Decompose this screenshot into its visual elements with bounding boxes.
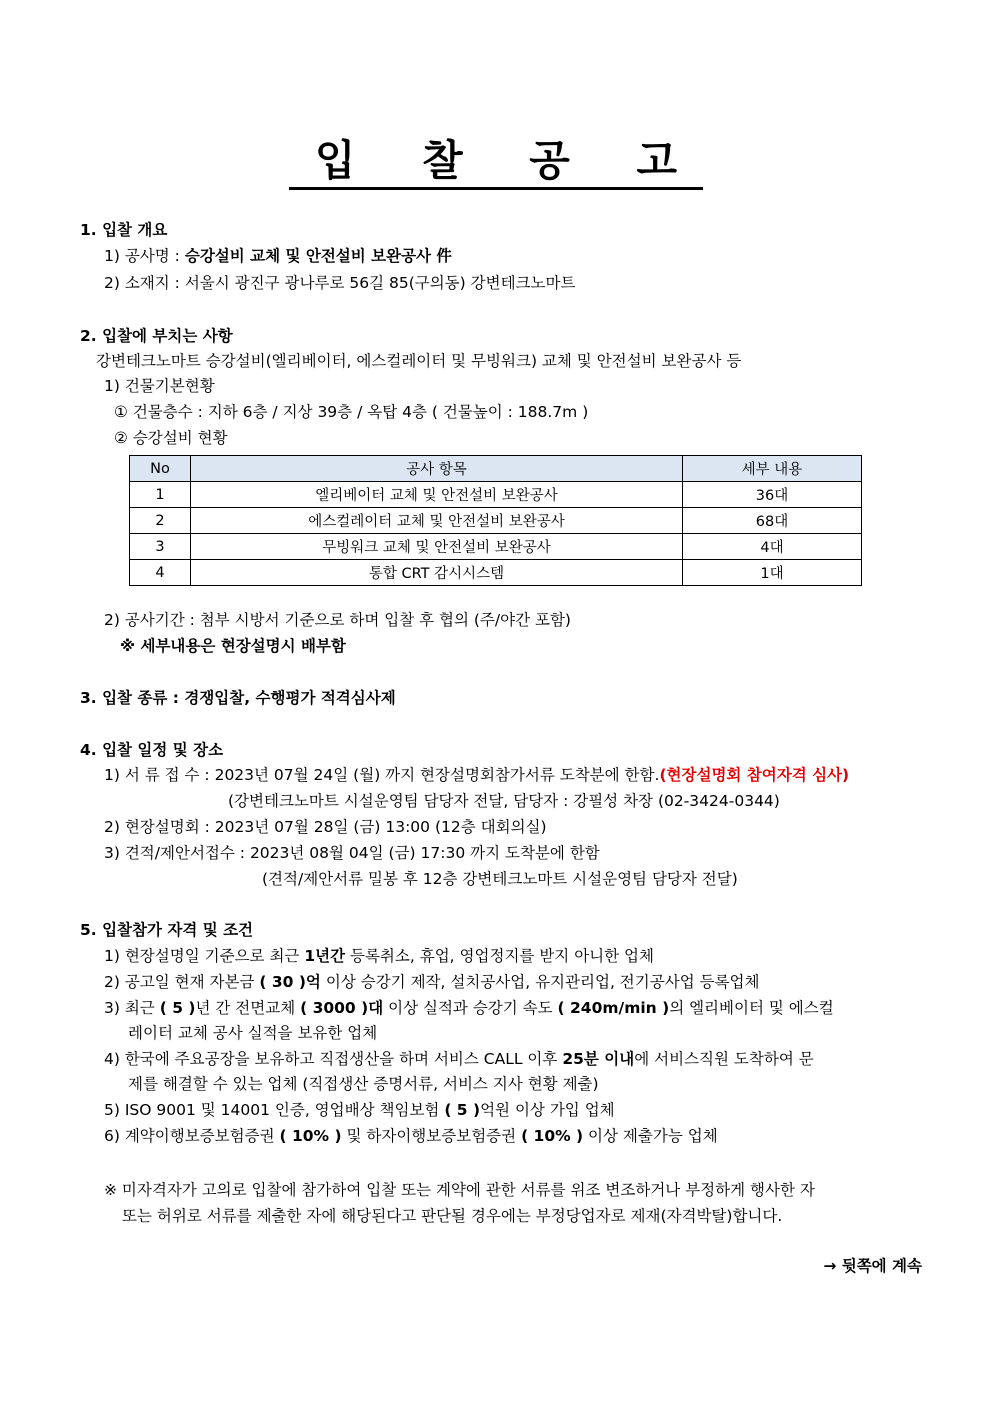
page-title: 입 찰 공 고 — [0, 135, 992, 190]
equipment-status-heading: ② 승강설비 현황 — [114, 429, 228, 447]
disqualification-warning-cont: 또는 허위로 서류를 제출한 자에 해당된다고 판단될 경우에는 부정당업자로 제재(자격박탈)합니다. — [122, 1207, 783, 1225]
section-4-heading: 4. 입찰 일정 및 장소 — [80, 741, 224, 759]
section-5-heading: 5. 입찰참가 자격 및 조건 — [80, 921, 254, 939]
document-submission-text: 1) 서 류 접 수 : 2023년 07월 24일 (월) 까지 현장설명회참가서류 도착분에 한함. — [104, 766, 660, 784]
cell-item: 무빙워크 교체 및 안전설비 보완공사 — [191, 534, 683, 560]
qualification-item-5: 5) ISO 9001 및 14001 인증, 영업배상 책임보험 ( 5 )억원 이상 가입 업체 — [104, 1101, 615, 1119]
cell-detail: 36대 — [683, 482, 862, 508]
cell-detail: 4대 — [683, 534, 862, 560]
qualification-item-1: 1) 현장설명일 기준으로 최근 1년간 등록취소, 휴업, 영업정지를 받지 아니한 업체 — [104, 947, 654, 965]
cell-no: 4 — [130, 560, 191, 586]
cell-no: 1 — [130, 482, 191, 508]
building-floors: ① 건물층수 : 지하 6층 / 지상 39층 / 옥탑 4층 ( 건물높이 : 188.7m ) — [114, 403, 589, 421]
cell-item: 통합 CRT 감시시스템 — [191, 560, 683, 586]
project-name-value: 승강설비 교체 및 안전설비 보완공사 件 — [184, 247, 452, 265]
cell-no: 2 — [130, 508, 191, 534]
qualification-review-note: (현장설명회 참여자격 심사) — [659, 766, 850, 784]
section-2-heading: 2. 입찰에 부치는 사항 — [80, 327, 233, 345]
qualification-item-2: 2) 공고일 현재 자본금 ( 30 )억 이상 승강기 제작, 설치공사업, 유지관리업, 전기공사업 등록업체 — [104, 973, 760, 991]
table-row — [130, 560, 862, 586]
qualification-item-4: 4) 한국에 주요공장을 보유하고 직접생산을 하며 서비스 CALL 이후 25분 이내에 서비스직원 도착하여 문 — [104, 1050, 814, 1068]
section-3-heading: 3. 입찰 종류 : 경쟁입찰, 수행평가 적격심사제 — [80, 689, 396, 707]
contact-line: (강변테크노마트 시설운영팀 담당자 전달, 담당자 : 강필성 차장 (02-3424-0344) — [228, 792, 780, 810]
project-name-line — [104, 246, 452, 266]
section-1-heading: 1. 입찰 개요 — [80, 221, 168, 239]
qualification-item-3-cont: 레이터 교체 공사 실적을 보유한 업체 — [128, 1024, 378, 1042]
col-header-no: No — [130, 456, 191, 482]
qualification-item-4-cont: 제를 해결할 수 있는 업체 (직접생산 증명서류, 서비스 지사 현황 제출) — [128, 1075, 599, 1093]
building-status-heading: 1) 건물기본현황 — [104, 377, 215, 395]
proposal-delivery-line: (견적/제안서류 밀봉 후 12층 강변테크노마트 시설운영팀 담당자 전달) — [262, 870, 738, 888]
cell-item: 엘리베이터 교체 및 안전설비 보완공사 — [191, 482, 683, 508]
location-line: 2) 소재지 : 서울시 광진구 광나루로 56길 85(구의동) 강변테크노마트 — [104, 274, 576, 292]
col-header-detail: 세부 내용 — [683, 456, 862, 482]
document-submission-line — [104, 765, 849, 785]
qualification-item-3: 3) 최근 ( 5 )년 간 전면교체 ( 3000 )대 이상 실적과 승강기 속도 ( 240m/min )의 엘리베이터 및 에스컬 — [104, 999, 834, 1017]
construction-period: 2) 공사기간 : 첨부 시방서 기준으로 하며 입찰 후 협의 (주/야간 포함) — [104, 611, 571, 629]
cell-detail: 68대 — [683, 508, 862, 534]
details-note: ※ 세부내용은 현장설명시 배부함 — [120, 637, 346, 655]
cell-item: 에스컬레이터 교체 및 안전설비 보완공사 — [191, 508, 683, 534]
site-briefing-line: 2) 현장설명회 : 2023년 07월 28일 (금) 13:00 (12층 대회의실) — [104, 818, 547, 836]
table-row — [130, 482, 862, 508]
table-header-row — [130, 456, 862, 482]
scope-intro: 강변테크노마트 승강설비(엘리베이터, 에스컬레이터 및 무빙워크) 교체 및 안전설비 보완공사 등 — [96, 352, 742, 370]
col-header-item: 공사 항목 — [191, 456, 683, 482]
disqualification-warning: ※ 미자격자가 고의로 입찰에 참가하여 입찰 또는 계약에 관한 서류를 위조 변조하거나 부정하게 행사한 자 — [104, 1181, 815, 1199]
table-row — [130, 508, 862, 534]
equipment-table — [129, 455, 862, 586]
project-name-label: 1) 공사명 : — [104, 247, 185, 265]
cell-no: 3 — [130, 534, 191, 560]
continued-on-back: → 뒷쪽에 계속 — [823, 1257, 922, 1275]
table-row — [130, 534, 862, 560]
cell-detail: 1대 — [683, 560, 862, 586]
proposal-submission-line: 3) 견적/제안서접수 : 2023년 08월 04일 (금) 17:30 까지 도착분에 한함 — [104, 844, 600, 862]
qualification-item-6: 6) 계약이행보증보험증권 ( 10% ) 및 하자이행보증보험증권 ( 10% ) 이상 제출가능 업체 — [104, 1127, 718, 1145]
